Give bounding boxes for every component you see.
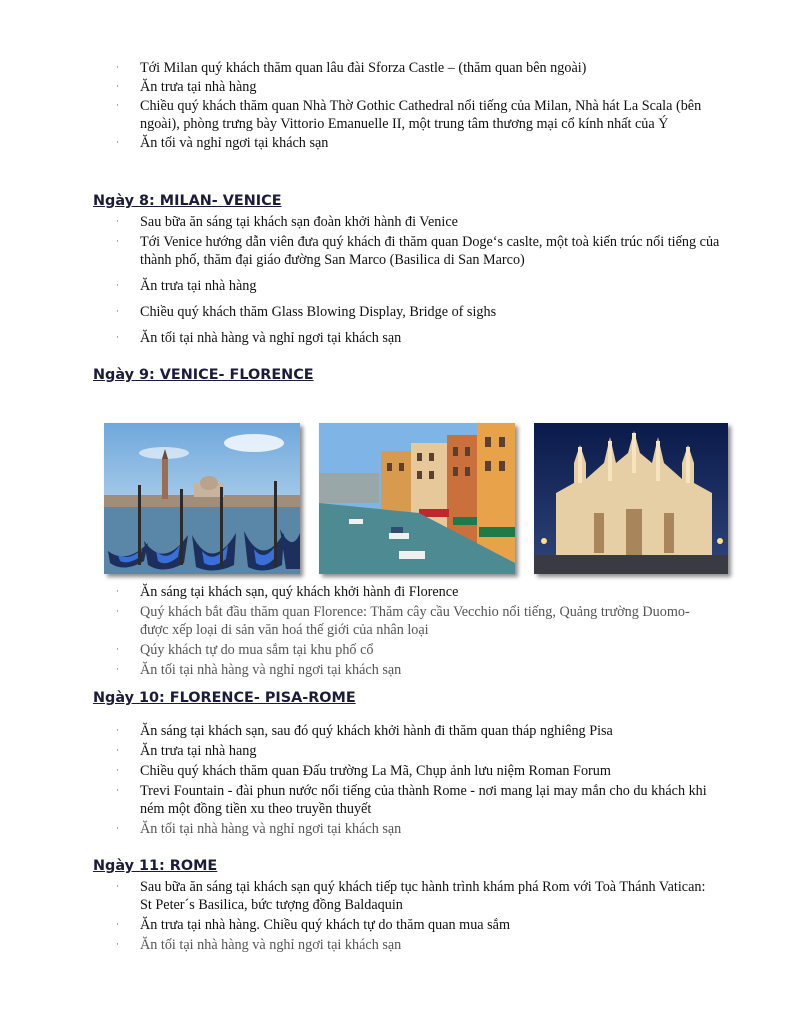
item-text: Tới Venice hướng dẫn viên đưa quý khách đi thăm quan Doge‘s caslte, một toà kiến trúc nổi tiếng của thành phố, thăm đại giáo đường San Marco (Basilica di San Marco) [140,234,720,268]
bullet-icon: · [116,940,119,950]
list-item [0,916,720,934]
list-item [0,742,720,760]
list-item [0,213,720,231]
list-item [0,782,720,818]
bullet-icon: · [116,307,119,317]
item-text: Ăn tối tại nhà hàng và nghỉ ngơi tại khách sạn [140,937,402,953]
bullet-icon: · [116,138,119,148]
venice-grand-canal-photo [319,423,515,574]
list-item [0,878,720,914]
item-text: Chiều quý khách thăm quan Nhà Thờ Gothic Cathedral nổi tiếng của Milan, Nhà hát La Scala (bên ngoài), phòng trưng bày Vittorio Emanuelle II, một trung tâm thương mại cổ kính nhất của Ý [140,98,702,132]
milan-cathedral-night-photo [534,423,728,574]
bullet-icon: · [116,746,119,756]
list-item [0,134,720,152]
list-item [0,936,720,954]
day10-activity-list [0,722,791,838]
item-text: Ăn trưa tại nhà hàng [140,79,257,95]
item-text: Quý khách bắt đầu thăm quan Florence: Thăm cây cầu Vecchio nổi tiếng, Quảng trường Duomo- được xếp loại di sản văn hoá thế giới của nhân loại [140,604,690,638]
item-text: Ăn tối tại nhà hàng và nghỉ ngơi tại khách sạn [140,330,402,346]
day11-activity-list [0,878,791,954]
bullet-icon: · [116,63,119,73]
bullet-icon: · [116,882,119,892]
item-text: Tới Milan quý khách thăm quan lâu đài Sforza Castle – (thăm quan bên ngoài) [140,60,587,76]
list-item [0,661,720,679]
bullet-icon: · [116,665,119,675]
list-item [0,97,720,133]
list-item [0,233,720,269]
list-item [0,303,720,321]
bullet-icon: · [116,237,119,247]
day8-activity-list [0,213,791,347]
bullet-icon: · [116,281,119,291]
item-text: Chiều quý khách thăm quan Đấu trường La Mã, Chụp ảnh lưu niệm Roman Forum [140,763,611,779]
list-item [0,78,720,96]
bullet-icon: · [116,587,119,597]
day11-heading: Ngày 11: ROME [93,858,218,874]
item-text: Ăn sáng tại khách sạn, sau đó quý khách khởi hành đi thăm quan tháp nghiêng Pisa [140,723,613,739]
item-text: Qúy khách tự do mua sắm tại khu phố cổ [140,642,374,658]
item-text: Ăn trưa tại nhà hang [140,743,257,759]
day7-activity-list [0,59,791,152]
item-text: Ăn tối và nghỉ ngơi tại khách sạn [140,135,329,151]
bullet-icon: · [116,101,119,111]
list-item [0,277,720,295]
list-item [0,641,720,659]
day8-heading: Ngày 8: MILAN- VENICE [93,193,282,209]
bullet-icon: · [116,766,119,776]
item-text: Ăn trưa tại nhà hàng [140,278,257,294]
bullet-icon: · [116,217,119,227]
bullet-icon: · [116,82,119,92]
bullet-icon: · [116,786,119,796]
list-item [0,603,720,639]
item-text: Sau bữa ăn sáng tại khách sạn quý khách tiếp tục hành trình khám phá Rom với Toà Thánh Vatican: St Peter´s Basilica, bức tượng đồng Baldaquin [140,879,706,913]
item-text: Chiều quý khách thăm Glass Blowing Display, Bridge of sighs [140,304,497,320]
item-text: Ăn sáng tại khách sạn, quý khách khởi hành đi Florence [140,584,459,600]
item-text: Ăn tối tại nhà hàng và nghỉ ngơi tại khách sạn [140,821,402,837]
bullet-icon: · [116,726,119,736]
day9-heading: Ngày 9: VENICE- FLORENCE [93,367,314,383]
list-item [0,329,720,347]
item-text: Ăn trưa tại nhà hàng. Chiều quý khách tự do thăm quan mua sắm [140,917,510,933]
list-item [0,820,720,838]
item-text: Ăn tối tại nhà hàng và nghỉ ngơi tại khách sạn [140,662,402,678]
item-text: Trevi Fountain - đài phun nước nổi tiếng của thành Rome - nơi mang lại may mắn cho du khách khi ném một đồng tiền xu theo truyền thuyết [140,783,707,817]
list-item [0,762,720,780]
bullet-icon: · [116,824,119,834]
day9-activity-list [0,583,791,679]
bullet-icon: · [116,333,119,343]
bullet-icon: · [116,607,119,617]
item-text: Sau bữa ăn sáng tại khách sạn đoàn khởi hành đi Venice [140,214,458,230]
list-item [0,583,720,601]
venice-gondolas-photo [104,423,300,574]
bullet-icon: · [116,920,119,930]
bullet-icon: · [116,645,119,655]
list-item [0,59,720,77]
day10-heading: Ngày 10: FLORENCE- PISA-ROME [93,690,356,706]
list-item [0,722,720,740]
